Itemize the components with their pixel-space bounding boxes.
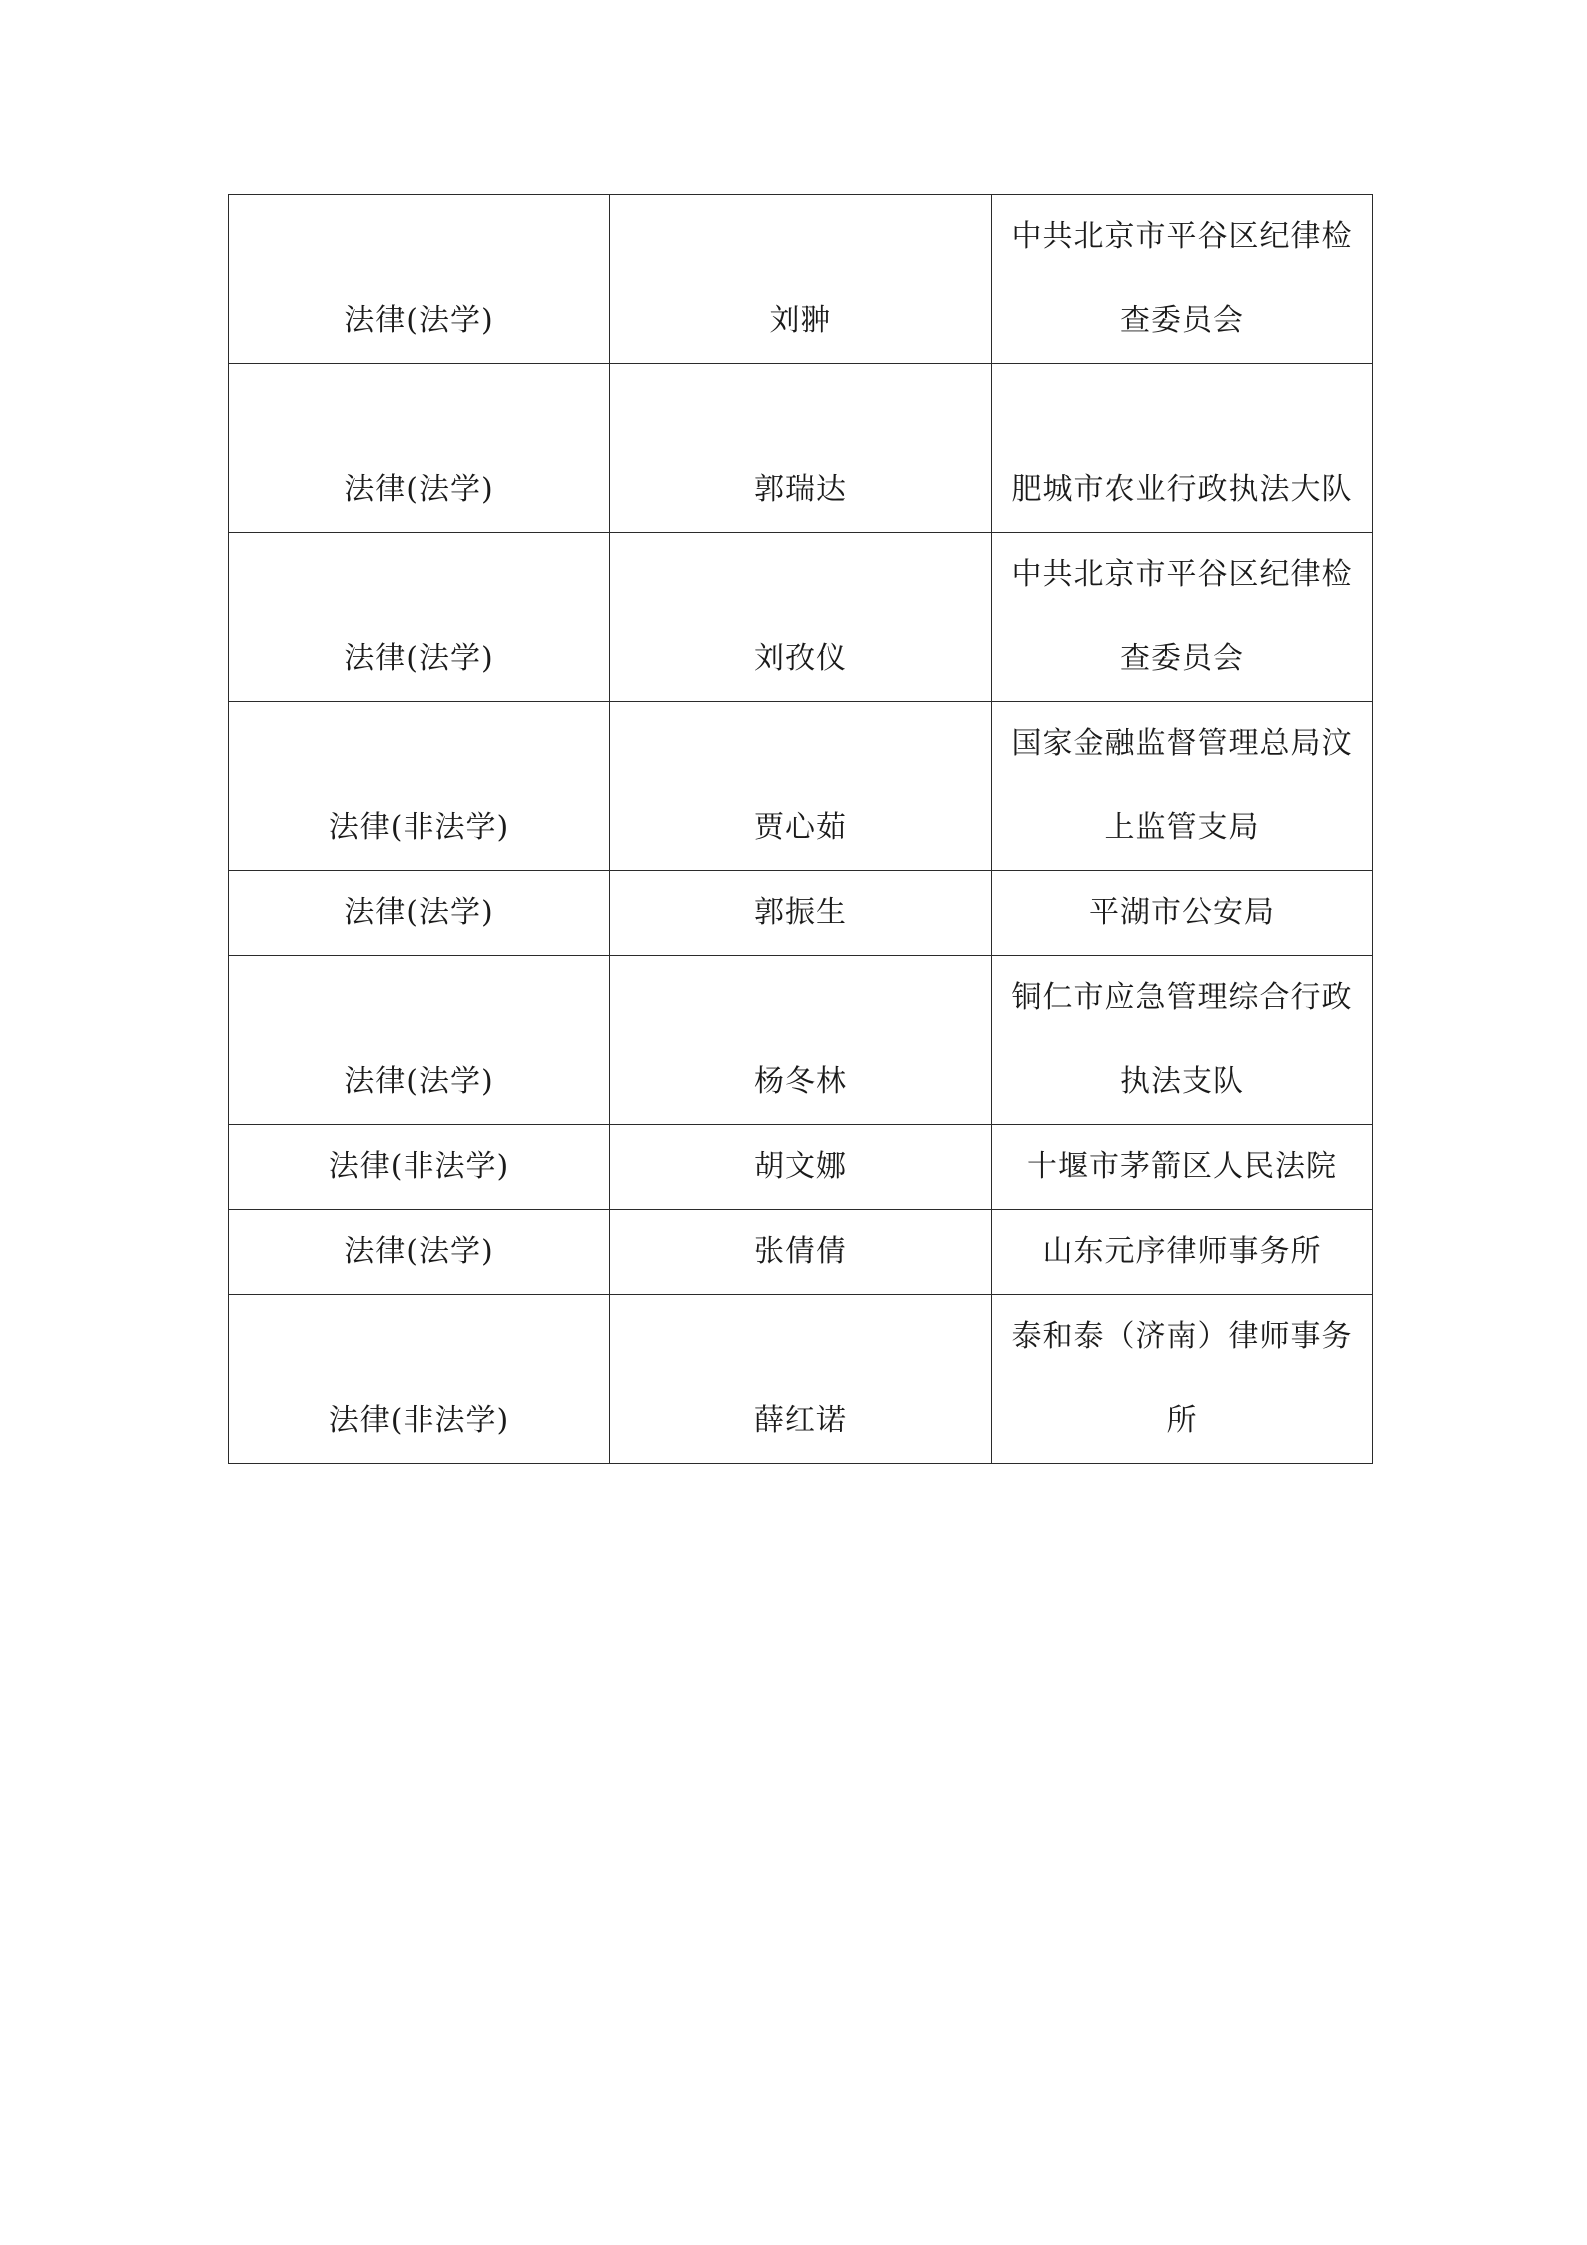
organization-cell: 铜仁市应急管理综合行政执法支队 — [992, 956, 1373, 1125]
table-row — [229, 956, 1373, 1125]
category-cell: 法律(非法学) — [229, 702, 610, 871]
table-row — [229, 195, 1373, 364]
organization-cell: 泰和泰（济南）律师事务所 — [992, 1295, 1373, 1464]
name-cell: 贾心茹 — [610, 702, 992, 871]
category-cell: 法律(非法学) — [229, 1295, 610, 1464]
name-cell: 郭瑞达 — [610, 364, 992, 533]
roster-table-body — [229, 195, 1373, 1464]
name-cell: 郭振生 — [610, 871, 992, 956]
category-cell: 法律(法学) — [229, 364, 610, 533]
organization-cell: 平湖市公安局 — [992, 871, 1373, 956]
table-row — [229, 871, 1373, 956]
table-row — [229, 1125, 1373, 1210]
organization-cell: 国家金融监督管理总局汶上监管支局 — [992, 702, 1373, 871]
table-row — [229, 533, 1373, 702]
name-cell: 薛红诺 — [610, 1295, 992, 1464]
table-row — [229, 702, 1373, 871]
table-row — [229, 364, 1373, 533]
name-cell: 刘孜仪 — [610, 533, 992, 702]
category-cell: 法律(非法学) — [229, 1125, 610, 1210]
name-cell: 杨冬林 — [610, 956, 992, 1125]
category-cell: 法律(法学) — [229, 533, 610, 702]
organization-cell: 十堰市茅箭区人民法院 — [992, 1125, 1373, 1210]
organization-cell: 中共北京市平谷区纪律检查委员会 — [992, 533, 1373, 702]
name-cell: 张倩倩 — [610, 1210, 992, 1295]
name-cell: 刘翀 — [610, 195, 992, 364]
table-row — [229, 1295, 1373, 1464]
table-row — [229, 1210, 1373, 1295]
category-cell: 法律(法学) — [229, 956, 610, 1125]
organization-cell: 山东元序律师事务所 — [992, 1210, 1373, 1295]
roster-table — [228, 194, 1373, 1464]
name-cell: 胡文娜 — [610, 1125, 992, 1210]
category-cell: 法律(法学) — [229, 195, 610, 364]
category-cell: 法律(法学) — [229, 871, 610, 956]
organization-cell: 中共北京市平谷区纪律检查委员会 — [992, 195, 1373, 364]
organization-cell: 肥城市农业行政执法大队 — [992, 364, 1373, 533]
category-cell: 法律(法学) — [229, 1210, 610, 1295]
